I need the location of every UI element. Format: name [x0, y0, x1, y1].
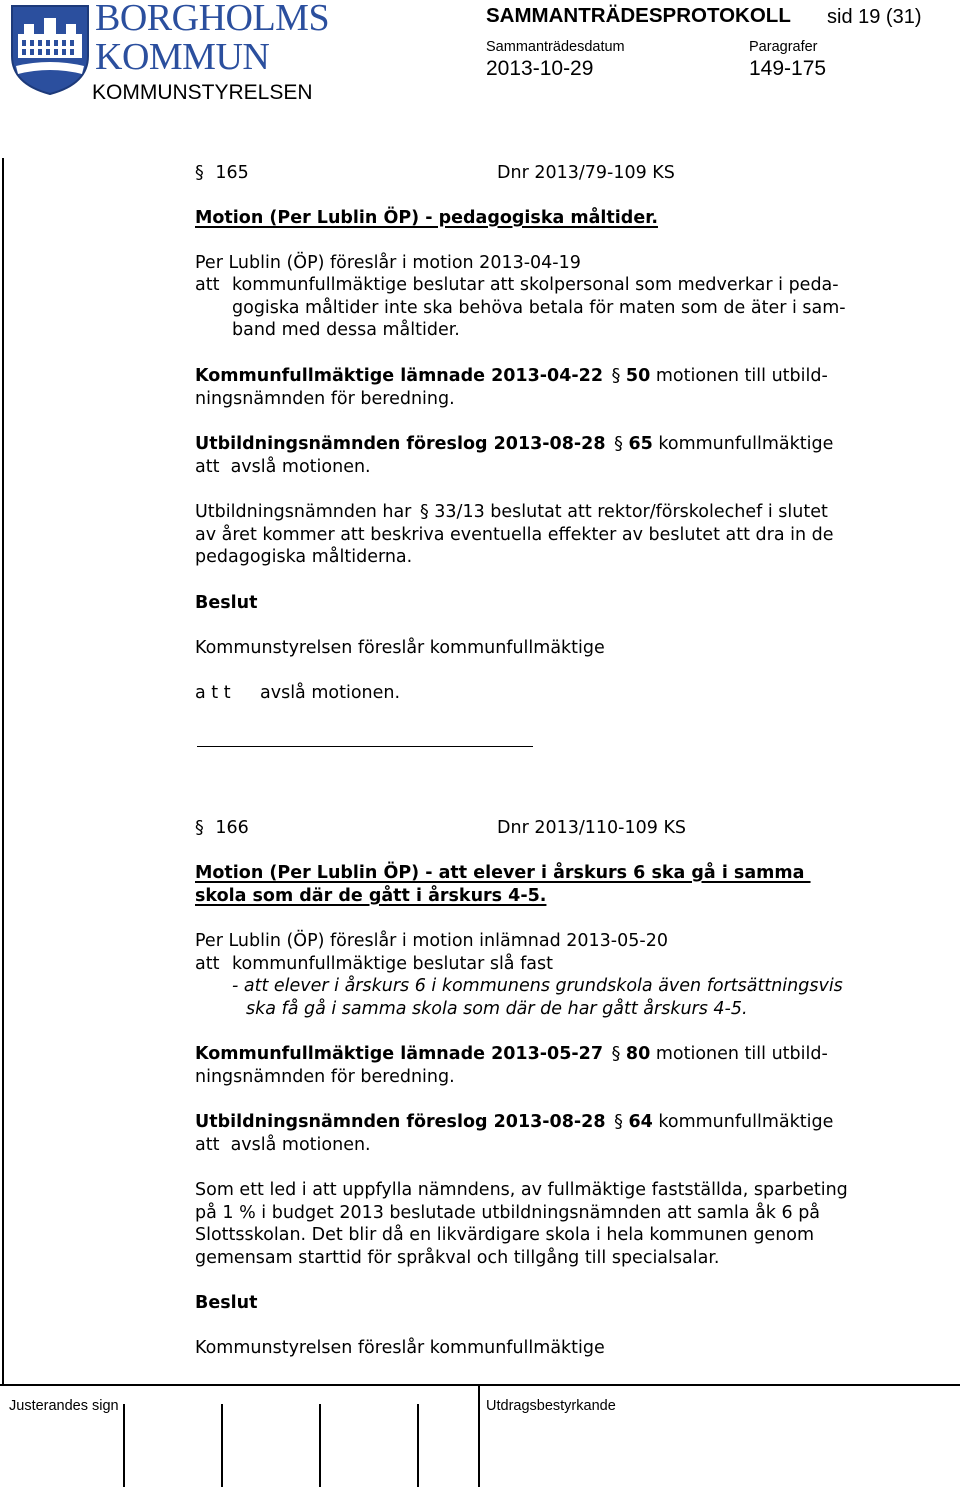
section-165-intro: Per Lublin (ÖP) föreslår i motion 2013-04-19 — [195, 253, 581, 273]
protocol-title: SAMMANTRÄDESPROTOKOLL — [486, 4, 791, 27]
paragraphs-value: 149-175 — [749, 57, 827, 80]
beslut-att-text: avslå motionen. — [260, 683, 401, 703]
un-proposal-date: Utbildningsnämnden föreslog 2013-08-28 — [195, 434, 606, 454]
kf-referral-line2: ningsnämnden för beredning. — [195, 389, 455, 409]
signature-box-divider-4 — [417, 1404, 419, 1487]
beslut-heading: Beslut — [195, 593, 258, 613]
rationale-line2: på 1 % i budget 2013 beslutade utbildningsnämnden att samla åk 6 på — [195, 1203, 821, 1223]
utdragsbestyrkande-label: Utdragsbestyrkande — [486, 1398, 616, 1414]
footer-rule — [0, 1384, 960, 1386]
section-166-dnr: Dnr 2013/110-109 KS — [497, 818, 687, 838]
rationale-line4: gemensam starttid för språkval och tillgång till specialsalar. — [195, 1248, 720, 1268]
un-proposal-text: kommunfullmäktige — [658, 434, 834, 454]
org-name-line2: KOMMUN — [95, 36, 270, 78]
un-paragraph-number: 65 — [628, 434, 653, 454]
section-divider — [197, 746, 533, 747]
paragraph-symbol-icon: § — [614, 1112, 623, 1132]
motion-proposal-line2: ska få gå i samma skola som där de har gått årskurs 4-5. — [246, 999, 748, 1019]
att-clause-line3: band med dessa måltider. — [232, 320, 460, 340]
kf-referral-date: Kommunfullmäktige lämnade 2013-04-22 — [195, 366, 604, 386]
kf-referral-text: motionen till utbild- — [655, 1044, 828, 1064]
un-proposal — [195, 433, 833, 456]
un-proposal-line2: att avslå motionen. — [195, 1135, 371, 1155]
castle-emblem-icon — [10, 4, 90, 96]
signature-box-divider-1 — [123, 1404, 125, 1487]
paragraph-symbol-icon: § — [195, 163, 204, 183]
un-proposal-text: kommunfullmäktige — [658, 1112, 834, 1132]
rationale-line3: Slottsskolan. Det blir då en likvärdigare skola i hela kommunen genom — [195, 1225, 815, 1245]
paragraph-symbol-icon: § — [611, 366, 621, 386]
kf-referral — [195, 1043, 828, 1066]
municipality-logo — [10, 4, 90, 96]
left-margin-rule — [2, 158, 4, 1384]
beslut-heading: Beslut — [195, 1293, 258, 1313]
paragraph-symbol-icon: § — [611, 1044, 621, 1064]
section-166-number-line — [195, 817, 249, 840]
paragraph-symbol-icon: § — [419, 502, 429, 522]
section-number: 166 — [215, 818, 249, 838]
un-proposal-date: Utbildningsnämnden föreslog 2013-08-28 — [195, 1112, 606, 1132]
rationale-line1: Som ett led i att uppfylla nämndens, av fullmäktige fastställda, sparbeting — [195, 1180, 848, 1200]
att-keyword: att — [195, 954, 220, 974]
paragraph-symbol-icon: § — [614, 434, 623, 454]
un-decision-line2: av året kommer att beskriva eventuella effekter av beslutet att dra in de — [195, 525, 834, 545]
org-name-line1: BORGHOLMS — [95, 0, 330, 39]
att-clause-line2: gogiska måltider inte ska behöva betala för maten som de äter i sam- — [232, 298, 846, 318]
att-clause-line1: kommunfullmäktige beslutar att skolpersonal som medverkar i peda- — [232, 275, 839, 295]
section-166-title-line1: Motion (Per Lublin ÖP) - att elever i årskurs 6 ska gå i samma — [195, 863, 811, 883]
kf-referral-line2: ningsnämnden för beredning. — [195, 1067, 455, 1087]
kf-referral-date: Kommunfullmäktige lämnade 2013-05-27 — [195, 1044, 604, 1064]
att-clause-line1: kommunfullmäktige beslutar slå fast — [232, 954, 553, 974]
footer-column-divider — [478, 1384, 480, 1487]
un-proposal — [195, 1111, 833, 1134]
paragraphs-label: Paragrafer — [749, 39, 818, 55]
section-number: 165 — [215, 163, 249, 183]
kf-referral — [195, 365, 828, 388]
un-decision-pre: Utbildningsnämnden har — [195, 502, 412, 522]
section-165-title: Motion (Per Lublin ÖP) - pedagogiska måltider. — [195, 208, 658, 228]
paragraph-symbol-icon: § — [195, 818, 204, 838]
kf-paragraph-number: 80 — [625, 1044, 651, 1064]
signature-box-divider-2 — [221, 1404, 223, 1487]
beslut-text: Kommunstyrelsen föreslår kommunfullmäktige — [195, 638, 605, 658]
un-paragraph-number: 64 — [628, 1112, 653, 1132]
kf-referral-text: motionen till utbild- — [655, 366, 828, 386]
department-name: KOMMUNSTYRELSEN — [92, 81, 313, 104]
signature-box-divider-3 — [319, 1404, 321, 1487]
section-166-title-line2: skola som där de gått i årskurs 4-5. — [195, 886, 547, 906]
justerandes-sign-label: Justerandes sign — [9, 1398, 119, 1414]
beslut-text: Kommunstyrelsen föreslår kommunfullmäktige — [195, 1338, 605, 1358]
un-decision-line3: pedagogiska måltiderna. — [195, 547, 413, 567]
meeting-date-label: Sammanträdesdatum — [486, 39, 625, 55]
un-decision — [195, 501, 828, 524]
kf-paragraph-number: 50 — [625, 366, 651, 386]
att-keyword: att — [195, 275, 220, 295]
meeting-date-value: 2013-10-29 — [486, 57, 594, 80]
beslut-att-keyword: a t t — [195, 683, 231, 703]
page-number: sid 19 (31) — [827, 6, 922, 28]
section-165-dnr: Dnr 2013/79-109 KS — [497, 163, 675, 183]
section-166-intro: Per Lublin (ÖP) föreslår i motion inlämnad 2013-05-20 — [195, 931, 668, 951]
un-proposal-line2: att avslå motionen. — [195, 457, 371, 477]
motion-proposal-line1: - att elever i årskurs 6 i kommunens grundskola även fortsättningsvis — [232, 976, 843, 996]
section-165-number-line — [195, 162, 249, 185]
un-decision-text: 33/13 beslutat att rektor/förskolechef i slutet — [434, 502, 828, 522]
